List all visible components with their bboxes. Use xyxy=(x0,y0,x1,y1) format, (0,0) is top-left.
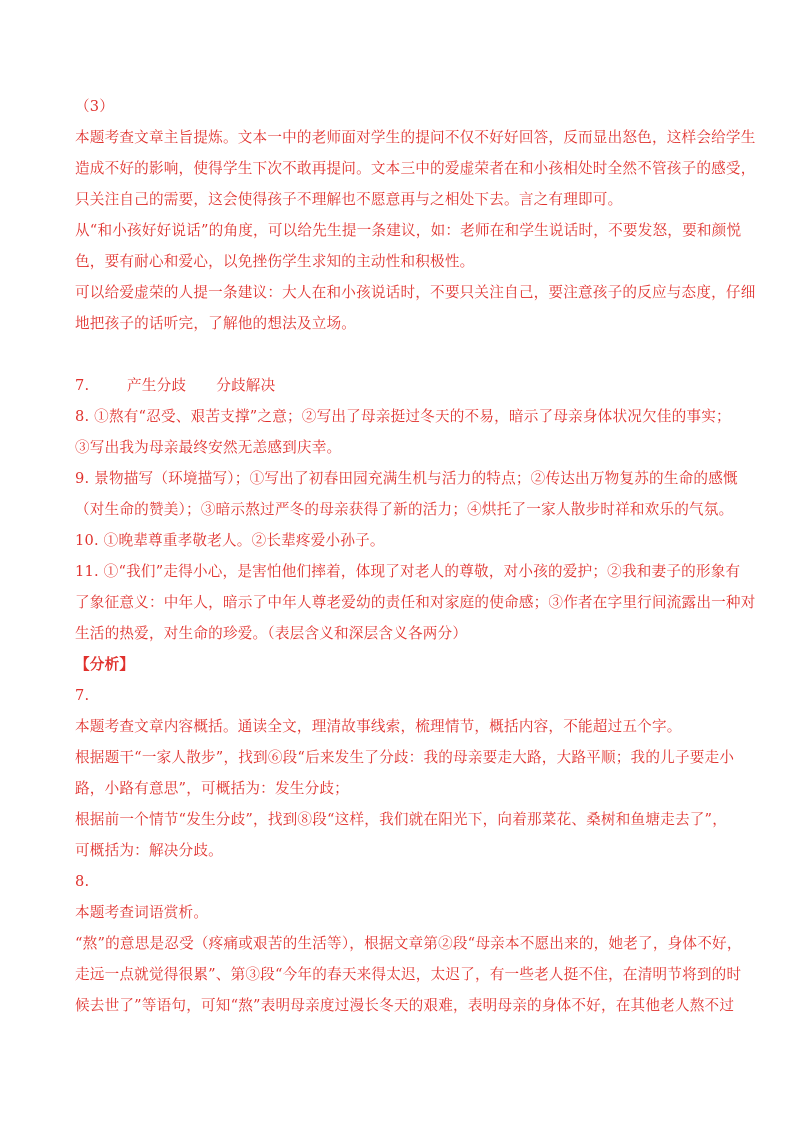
analysis-line: 8. xyxy=(75,873,90,890)
answer-line: （对生命的赞美）；③暗示熬过严冬的母亲获得了新的活力；④烘托了一家人散步时祥和欢乐的气氛。 xyxy=(75,501,734,518)
answer-line: 8. ①熬有“忍受、艰苦支撑”之意；②写出了母亲挺过冬天的不易，暗示了母亲身体状况欠佳的事实； xyxy=(75,408,731,425)
analysis-line: 候去世了”等语句，可知“熬”表明母亲度过漫长冬天的艰难，表明母亲的身体不好，在其他老人熬不过 xyxy=(75,997,735,1014)
answer-line: 生活的热爱，对生命的珍爱。（表层含义和深层含义各两分） xyxy=(75,625,468,642)
text-line: 从“和小孩好好说话”的角度，可以给先生提一条建议，如：老师在和学生说话时，不要发怒，要和颜悦 xyxy=(75,222,742,239)
analysis-heading: 【分析】 xyxy=(75,656,135,673)
text-line: 本题考查文章主旨提炼。文本一中的老师面对学生的提问不仅不好好回答，反而显出怒色，这样会给学生 xyxy=(75,129,756,146)
analysis-line: “熬”的意思是忍受（疼痛或艰苦的生活等），根据文章第②段“母亲本不愿出来的，她老了，身体不好， xyxy=(75,935,742,952)
text-line: 可以给爱虚荣的人提一条建议：大人在和小孩说话时，不要只关注自己，要注意孩子的反应与态度，仔细 xyxy=(75,284,756,301)
text-line: 地把孩子的话听完，了解他的想法及立场。 xyxy=(75,315,357,332)
analysis-line: 可概括为：解决分歧。 xyxy=(75,842,223,859)
text-line: 造成不好的影响，使得学生下次不敢再提问。文本三中的爱虚荣者在和小孩相处时全然不管孩子的感受， xyxy=(75,160,756,177)
subquestion-label: （3） xyxy=(75,98,115,115)
answer-number: 7. xyxy=(75,377,90,394)
analysis-line: 本题考查文章内容概括。通读全文，理清故事线索，梳理情节，概括内容，不能超过五个字。 xyxy=(75,718,682,735)
analysis-line: 路，小路有意思”，可概括为：发生分歧； xyxy=(75,780,349,797)
answer-7 xyxy=(75,376,275,396)
analysis-line: 7. xyxy=(75,687,90,704)
text-line: 色，要有耐心和爱心，以免挫伤学生求知的主动性和积极性。 xyxy=(75,253,475,270)
answer-part: 产生分歧 xyxy=(127,377,187,394)
answer-line: 9. 景物描写（环境描写）；①写出了初春田园充满生机与活力的特点；②传达出万物复苏的生命的感慨 xyxy=(75,470,738,487)
answer-line: 10. ①晚辈尊重孝敬老人。②长辈疼爱小孙子。 xyxy=(75,532,385,549)
analysis-line: 本题考查词语赏析。 xyxy=(75,904,209,921)
analysis-line: 根据题干“一家人散步”，找到⑥段“后来发生了分歧：我的母亲要走大路，大路平顺；我的儿子要走小 xyxy=(75,749,735,766)
answer-part: 分歧解决 xyxy=(216,377,276,394)
text-line: 只关注自己的需要，这会使得孩子不理解也不愿意再与之相处下去。言之有理即可。 xyxy=(75,191,623,208)
analysis-line: 走远一点就觉得很累”、第③段“今年的春天来得太迟，太迟了，有一些老人挺不住，在清明节将到的时 xyxy=(75,966,742,983)
answer-line: 11. ①“我们”走得小心，是害怕他们摔着，体现了对老人的尊敬，对小孩的爱护；②我和妻子的形象有 xyxy=(75,563,741,580)
answer-line: 了象征意义：中年人，暗示了中年人尊老爱幼的责任和对家庭的使命感；③作者在字里行间流露出一种对 xyxy=(75,594,756,611)
answer-line: ③写出我为母亲最终安然无恙感到庆幸。 xyxy=(75,439,342,456)
analysis-line: 根据前一个情节“发生分歧”，找到⑧段“这样，我们就在阳光下，向着那菜花、桑树和鱼塘走去了”， xyxy=(75,811,727,828)
